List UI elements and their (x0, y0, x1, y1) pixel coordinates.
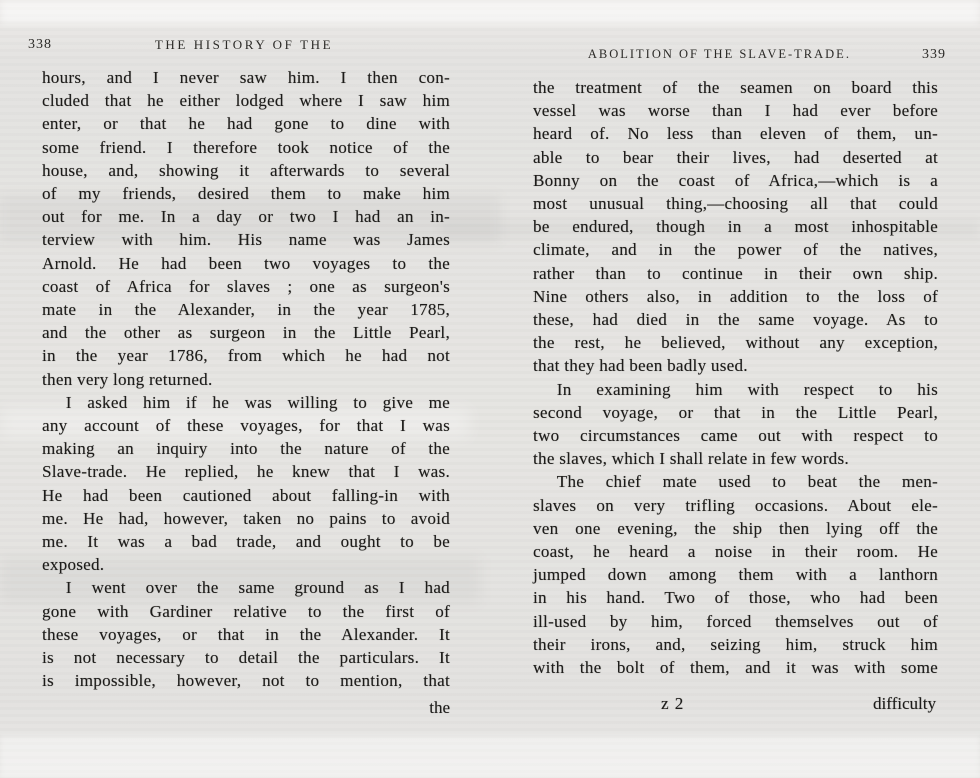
text-line: Nine others also, in addition to the loss of (533, 286, 938, 306)
text-line: rather than to continue in their own ship. (533, 263, 938, 283)
text-line: the slaves, which I shall relate in few words. (533, 449, 849, 469)
right-running-head (523, 47, 950, 67)
text-line: Slave-trade. He replied, he knew that I was. (42, 462, 450, 482)
right-page-number: 339 (922, 47, 946, 62)
text-line: heard of. No less than eleven of them, un- (533, 124, 938, 144)
right-page (490, 0, 980, 778)
text-line: house, and, showing it afterwards to several (42, 160, 450, 180)
text-line: Bonny on the coast of Africa,—which is a (533, 170, 938, 190)
text-line: jumped down among them with a lanthorn (533, 565, 938, 585)
right-page-text (533, 76, 938, 679)
text-line: me. It was a bad trade, and ought to be (42, 532, 450, 552)
text-line: these voyages, or that in the Alexander. It (42, 624, 450, 644)
text-line: ill-used by him, forced themselves out of (533, 611, 938, 631)
text-line: exposed. (42, 555, 105, 575)
text-line: me. He had, however, taken no pains to avoid (42, 508, 450, 528)
text-line: the treatment of the seamen on board this (533, 78, 938, 97)
left-page-number: 338 (28, 37, 52, 52)
text-line: hours, and I never saw him. I then con- (42, 68, 450, 87)
text-line: in his hand. Two of those, who had been (533, 588, 938, 608)
text-line: most unusual thing,—choosing all that could (533, 194, 938, 214)
text-line: In examining him with respect to his (556, 379, 938, 399)
text-line: out for me. In a day or two I had an in- (42, 207, 450, 227)
text-line: gone with Gardiner relative to the first of (42, 601, 450, 621)
text-line: that they had been badly used. (533, 356, 748, 376)
text-line: is not necessary to detail the particulars. It (42, 648, 450, 668)
text-line: any account of these voyages, for that I was (42, 416, 450, 436)
text-line: coast of Africa for slaves ; one as surgeon's (42, 276, 450, 296)
text-line: is impossible, however, not to mention, that (42, 671, 450, 691)
text-line: I went over the same ground as I had (65, 578, 450, 598)
left-page-text (42, 66, 450, 692)
text-line: climate, and in the power of the natives, (533, 240, 938, 260)
left-page-foot (42, 698, 450, 718)
right-catchword: difficulty (873, 694, 936, 713)
left-running-title: THE HISTORY OF THE (154, 37, 334, 52)
text-line: He had been cautioned about falling-in with (42, 485, 450, 505)
text-line: the rest, he believed, without any exception, (533, 333, 938, 353)
text-line: terview with him. His name was James (42, 230, 450, 250)
text-line: with the bolt of them, and it was with some (533, 658, 938, 678)
text-line: in the year 1786, from which he had not (42, 346, 450, 366)
text-line: of my friends, desired them to make him (42, 184, 450, 204)
left-catchword: the (429, 698, 450, 717)
left-running-head (28, 37, 460, 57)
text-line: enter, or that he had gone to dine with (42, 114, 450, 134)
text-line: The chief mate used to beat the men- (556, 472, 938, 492)
text-line: slaves on very trifling occasions. About ele- (533, 495, 938, 515)
text-line: cluded that he either lodged where I saw him (42, 91, 450, 111)
text-line: mate in the Alexander, in the year 1785, (42, 300, 450, 320)
text-line: vessel was worse than I had ever before (533, 101, 938, 121)
text-line: these, had died in the same voyage. As to (533, 310, 938, 330)
text-line: coast, he heard a noise in their room. He (533, 542, 938, 562)
text-line: two circumstances came out with respect to (533, 426, 938, 446)
signature-mark: z 2 (661, 694, 685, 713)
text-line: second voyage, or that in the Little Pearl, (533, 402, 938, 422)
text-line: be endured, though in a most inhospitable (533, 217, 938, 237)
text-line: their irons, and, seizing him, struck him (533, 634, 938, 654)
text-line: and the other as surgeon in the Little Pearl, (42, 323, 450, 343)
right-running-title: ABOLITION OF THE SLAVE-TRADE. (587, 47, 851, 61)
text-line: Arnold. He had been two voyages to the (42, 253, 450, 273)
text-line: then very long returned. (42, 369, 213, 389)
text-line: I asked him if he was willing to give me (65, 392, 450, 412)
text-line: able to bear their lives, had deserted at (533, 147, 938, 167)
text-line: some friend. I therefore took notice of the (42, 137, 450, 157)
right-page-foot (533, 694, 938, 718)
text-line: making an inquiry into the nature of the (42, 439, 450, 459)
text-line: ven one evening, the ship then lying off the (533, 518, 938, 538)
